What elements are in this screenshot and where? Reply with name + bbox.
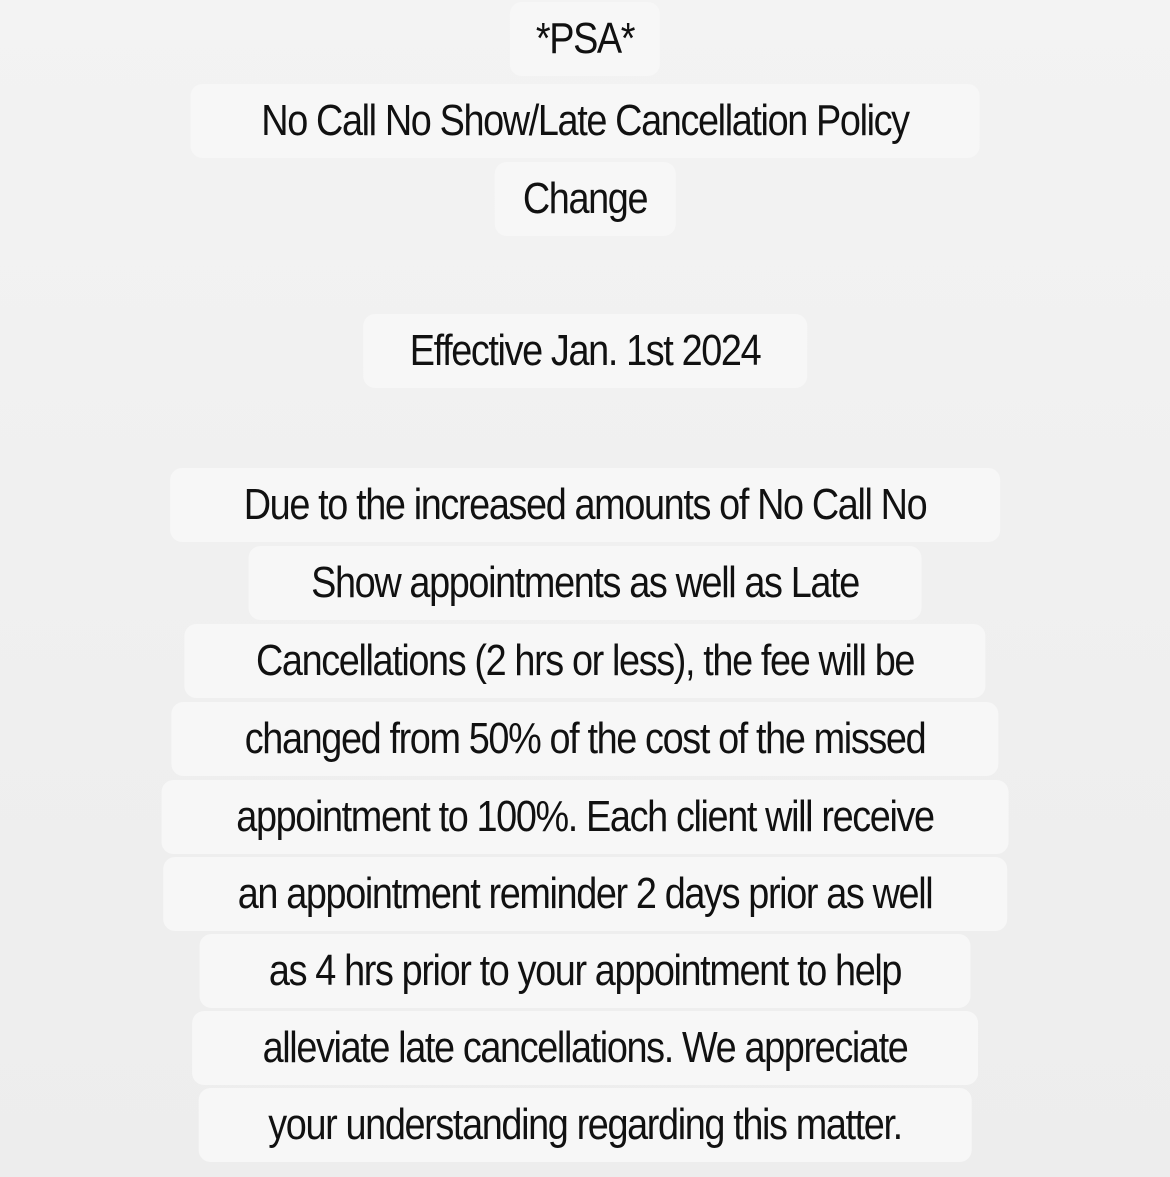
body-line-text: as 4 hrs prior to your appointment to help bbox=[268, 946, 902, 995]
psa-heading-text: *PSA* bbox=[535, 14, 635, 63]
policy-title-line-1 bbox=[191, 84, 980, 158]
body-line bbox=[171, 702, 998, 776]
policy-title-line-2-text: Change bbox=[522, 174, 648, 223]
body-line bbox=[199, 1088, 972, 1162]
body-line bbox=[192, 1011, 978, 1085]
body-line-text: appointment to 100%. Each client will receive bbox=[236, 792, 934, 841]
body-line-text: your understanding regarding this matter. bbox=[268, 1100, 902, 1149]
body-line-text: Show appointments as well as Late bbox=[311, 558, 859, 607]
body-line bbox=[249, 546, 922, 620]
body-line bbox=[162, 780, 1009, 854]
body-line-text: changed from 50% of the cost of the missed bbox=[244, 714, 926, 763]
body-line-text: an appointment reminder 2 days prior as well bbox=[237, 869, 933, 918]
body-line-text: Due to the increased amounts of No Call No bbox=[243, 480, 927, 529]
policy-title-line-1-text: No Call No Show/Late Cancellation Policy bbox=[261, 96, 909, 145]
effective-date-text: Effective Jan. 1st 2024 bbox=[409, 326, 761, 375]
psa-heading bbox=[510, 2, 660, 76]
body-line-text: Cancellations (2 hrs or less), the fee will be bbox=[255, 636, 915, 685]
body-line-text: alleviate late cancellations. We appreciate bbox=[262, 1023, 908, 1072]
policy-title-line-2 bbox=[495, 162, 676, 236]
body-line bbox=[163, 857, 1007, 931]
body-line bbox=[199, 934, 970, 1008]
body-line bbox=[184, 624, 985, 698]
body-line bbox=[170, 468, 1000, 542]
effective-date bbox=[363, 314, 807, 388]
